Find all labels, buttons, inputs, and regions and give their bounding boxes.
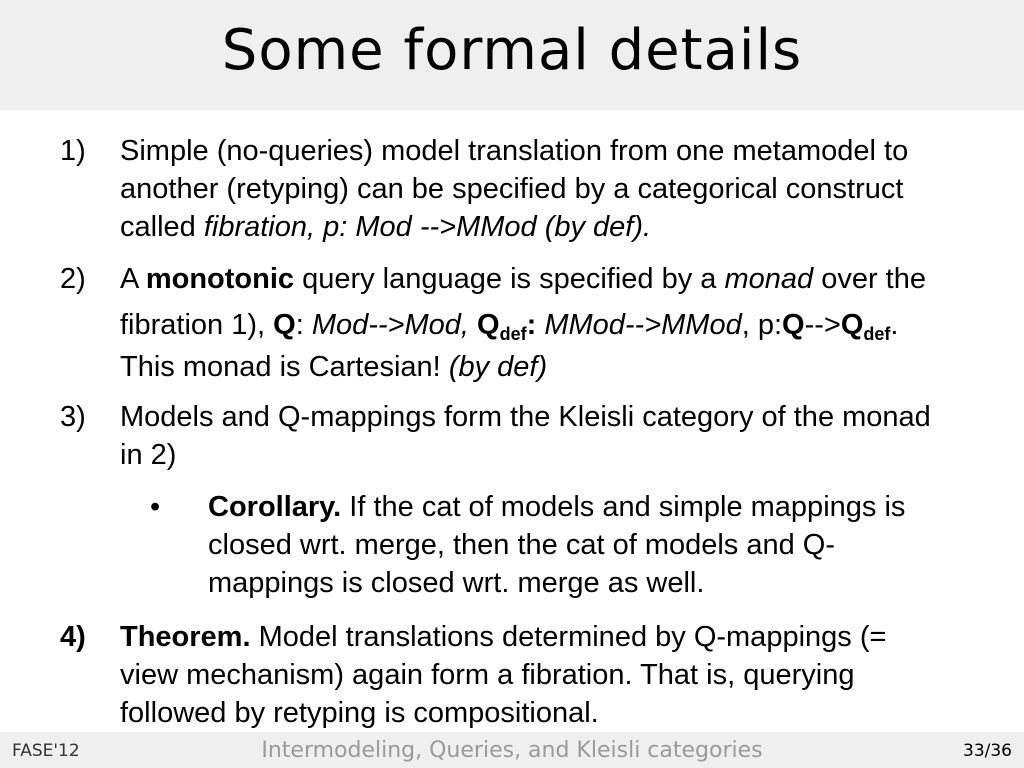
bullet-icon: • [150,491,161,523]
item-4-line-2: view mechanism) again form a fibration. That is, querying [120,659,855,691]
item-1-line-1: Simple (no-queries) model translation from one metamodel to [120,135,909,167]
item-2-q4: Q [840,309,864,341]
footer-conference: FASE'12 [12,741,80,761]
item-2-a: A [120,263,146,295]
item-1-line-2: another (retyping) can be specified by a categorical construct [120,173,904,205]
theorem-label: Theorem. [120,621,251,653]
item-number: 2) [60,263,86,295]
item-2-rest1: query language is specified by a [294,263,725,295]
item-2-def1: def [499,324,527,344]
item-2-colon2: : [526,309,545,341]
item-2-rest2: over the [813,263,926,295]
item-4-line-1 [120,618,980,656]
footer-bar [0,732,1024,768]
item-2-q1: Q [273,309,296,341]
corollary-line-1 [208,488,948,526]
item-3-line-1: Models and Q-mappings form the Kleisli category of the monad [120,401,931,433]
item-2-by-def: (by def) [448,351,548,383]
slide-page-number: 33/36 [963,741,1012,761]
corollary-label: Corollary. [208,491,342,523]
item-2-line-3 [120,348,980,386]
item-2-arrow: --> [804,309,841,341]
item-1-fibration-def: fibration, p: Mod -->MMod (by def). [203,211,652,243]
item-2-cartesian: This monad is Cartesian! [120,351,449,383]
item-3-line-2: in 2) [120,439,177,471]
item-1-line-3 [120,208,980,246]
item-2-line-2 [120,306,980,344]
item-number: 4) [60,621,86,653]
item-2-fibration: fibration 1), [120,309,274,341]
corollary-text-1: If the cat of models and simple mappings is [341,491,906,523]
item-1-line-3-text: called [120,211,204,243]
item-2-mmod: MMod-->MMod [544,309,742,341]
footer-talk-title: Intermodeling, Queries, and Kleisli categories [261,738,763,763]
item-2-comma: , p: [741,309,783,341]
item-2-modmod: Mod-->Mod, [311,309,478,341]
item-2-colon1: : [295,309,312,341]
item-number: 1) [60,135,86,167]
item-2-monotonic: monotonic [145,263,295,295]
item-2-def2: def [863,324,891,344]
corollary-line-2: closed wrt. merge, then the cat of models and Q- [208,529,836,561]
item-4-line-3: followed by retyping is compositional. [120,697,599,729]
item-number: 3) [60,401,86,433]
item-2-q2: Q [477,309,500,341]
item-4-text-1: Model translations determined by Q-mappings (= [250,621,887,653]
item-2-dot: . [890,309,899,341]
item-2-monad: monad [724,263,814,295]
item-2-q3: Q [782,309,805,341]
item-2-line-1 [120,260,980,298]
corollary-line-3: mappings is closed wrt. merge as well. [208,567,705,599]
slide-title: Some formal details [221,18,803,83]
